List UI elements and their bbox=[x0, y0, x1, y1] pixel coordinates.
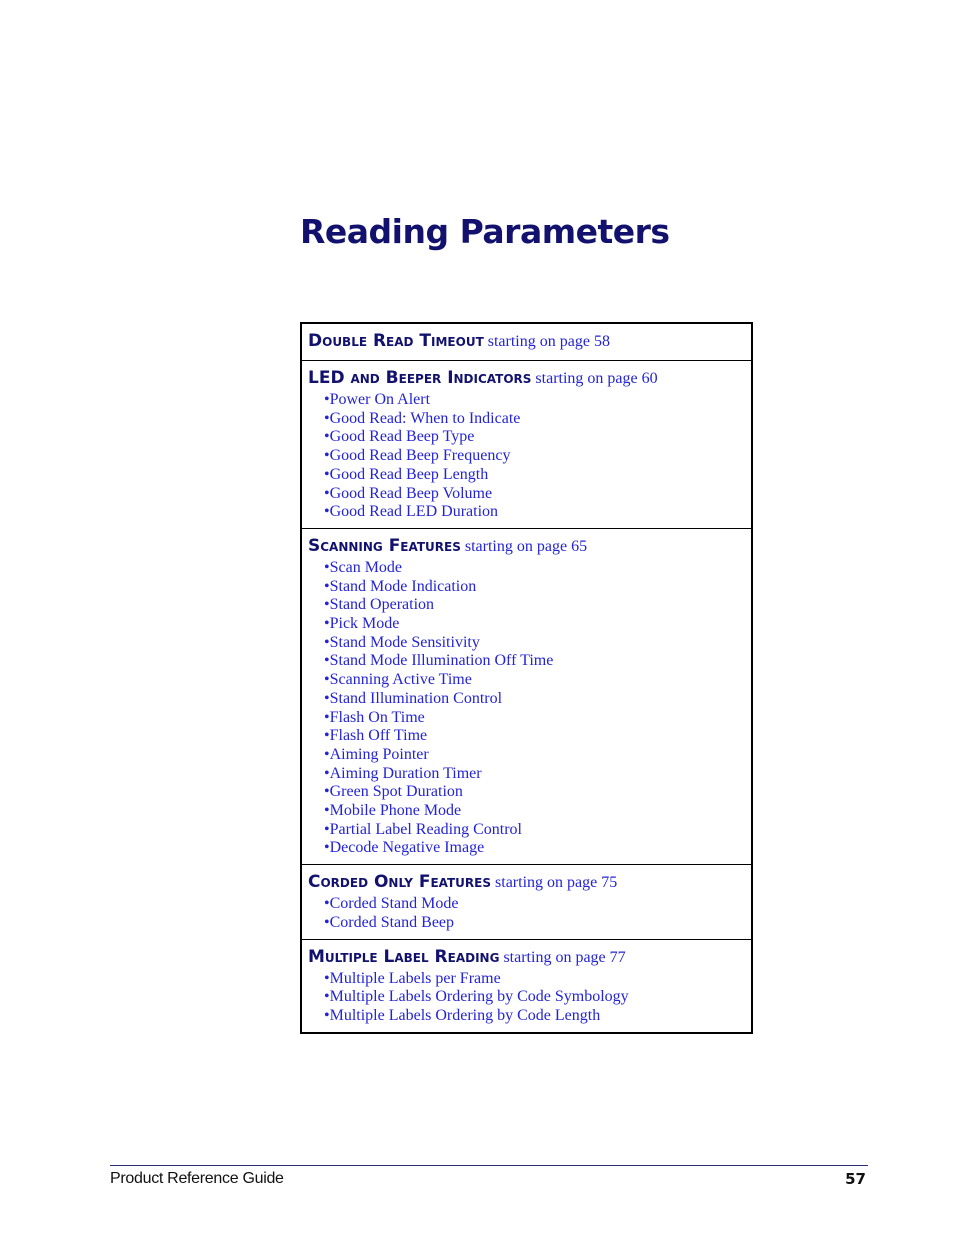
toc-page-link[interactable]: starting on page 77 bbox=[503, 948, 626, 966]
toc-section-corded-only bbox=[302, 864, 751, 938]
toc-item[interactable]: •Good Read LED Duration bbox=[324, 503, 499, 521]
toc-item[interactable]: •Stand Mode Indication bbox=[324, 577, 477, 595]
toc-page-link[interactable]: starting on page 65 bbox=[464, 537, 588, 555]
toc-item-list bbox=[308, 970, 745, 1026]
toc-item[interactable]: •Pick Mode bbox=[324, 615, 400, 633]
page-title: Reading Parameters bbox=[300, 212, 670, 251]
page-number: 57 bbox=[845, 1170, 866, 1188]
toc-item[interactable]: •Good Read Beep Length bbox=[324, 465, 489, 483]
toc-section-double-read-timeout bbox=[302, 324, 751, 360]
toc-section-title: LED and Beeper Indicators bbox=[308, 368, 532, 388]
toc-item[interactable]: •Good Read Beep Volume bbox=[324, 484, 493, 502]
footer-label: Product Reference Guide bbox=[110, 1170, 284, 1187]
toc-item[interactable]: •Corded Stand Mode bbox=[324, 895, 459, 913]
toc-section-led-beeper bbox=[302, 360, 751, 528]
toc-section-heading bbox=[308, 366, 745, 391]
toc-item[interactable]: •Stand Mode Sensitivity bbox=[324, 633, 480, 651]
toc-item[interactable]: •Multiple Labels Ordering by Code Length bbox=[324, 1006, 601, 1024]
toc-item[interactable]: •Scanning Active Time bbox=[324, 671, 472, 689]
toc-section-multiple-label bbox=[302, 939, 751, 1032]
toc-item[interactable]: •Good Read Beep Frequency bbox=[324, 447, 511, 465]
toc-section-title: Scanning Features bbox=[308, 535, 461, 556]
footer-divider bbox=[110, 1165, 868, 1166]
toc-item[interactable]: •Stand Illumination Control bbox=[324, 689, 503, 707]
toc-item[interactable]: •Multiple Labels per Frame bbox=[324, 969, 501, 987]
toc-section-heading bbox=[308, 870, 745, 895]
toc-section-title: Corded Only Features bbox=[308, 872, 492, 893]
toc-item[interactable]: •Mobile Phone Mode bbox=[324, 802, 462, 820]
toc-item-list bbox=[308, 895, 745, 932]
toc-item[interactable]: •Corded Stand Beep bbox=[324, 913, 455, 931]
toc-section-heading bbox=[308, 329, 745, 354]
toc-item[interactable]: •Stand Operation bbox=[324, 596, 435, 614]
toc-page-link[interactable]: starting on page 58 bbox=[487, 333, 610, 350]
toc-item[interactable]: •Aiming Duration Timer bbox=[324, 764, 482, 782]
toc-item[interactable]: •Scan Mode bbox=[324, 558, 403, 576]
toc-section-heading bbox=[308, 534, 745, 559]
toc-section-heading bbox=[308, 945, 745, 970]
toc-item[interactable]: •Decode Negative Image bbox=[324, 839, 485, 857]
toc-item[interactable]: •Multiple Labels Ordering by Code Symbology bbox=[324, 988, 629, 1006]
toc-item[interactable]: •Flash On Time bbox=[324, 708, 425, 726]
toc-box bbox=[300, 322, 753, 1034]
toc-item[interactable]: •Partial Label Reading Control bbox=[324, 820, 522, 838]
toc-item[interactable]: •Aiming Pointer bbox=[324, 745, 429, 763]
toc-item[interactable]: •Flash Off Time bbox=[324, 727, 428, 745]
toc-item[interactable]: •Stand Mode Illumination Off Time bbox=[324, 652, 554, 670]
toc-item[interactable]: •Power On Alert bbox=[324, 391, 431, 408]
toc-item[interactable]: •Good Read Beep Type bbox=[324, 428, 475, 446]
toc-item[interactable]: •Good Read: When to Indicate bbox=[324, 409, 521, 427]
toc-page-link[interactable]: starting on page 75 bbox=[495, 874, 618, 892]
toc-section-title: Multiple Label Reading bbox=[308, 946, 500, 967]
toc-item[interactable]: •Green Spot Duration bbox=[324, 783, 463, 801]
toc-item-list bbox=[308, 391, 745, 522]
toc-page-link[interactable]: starting on page 60 bbox=[535, 370, 658, 387]
toc-section-scanning-features bbox=[302, 528, 751, 864]
toc-section-title: Double Read Timeout bbox=[308, 331, 484, 351]
toc-item-list bbox=[308, 559, 745, 858]
